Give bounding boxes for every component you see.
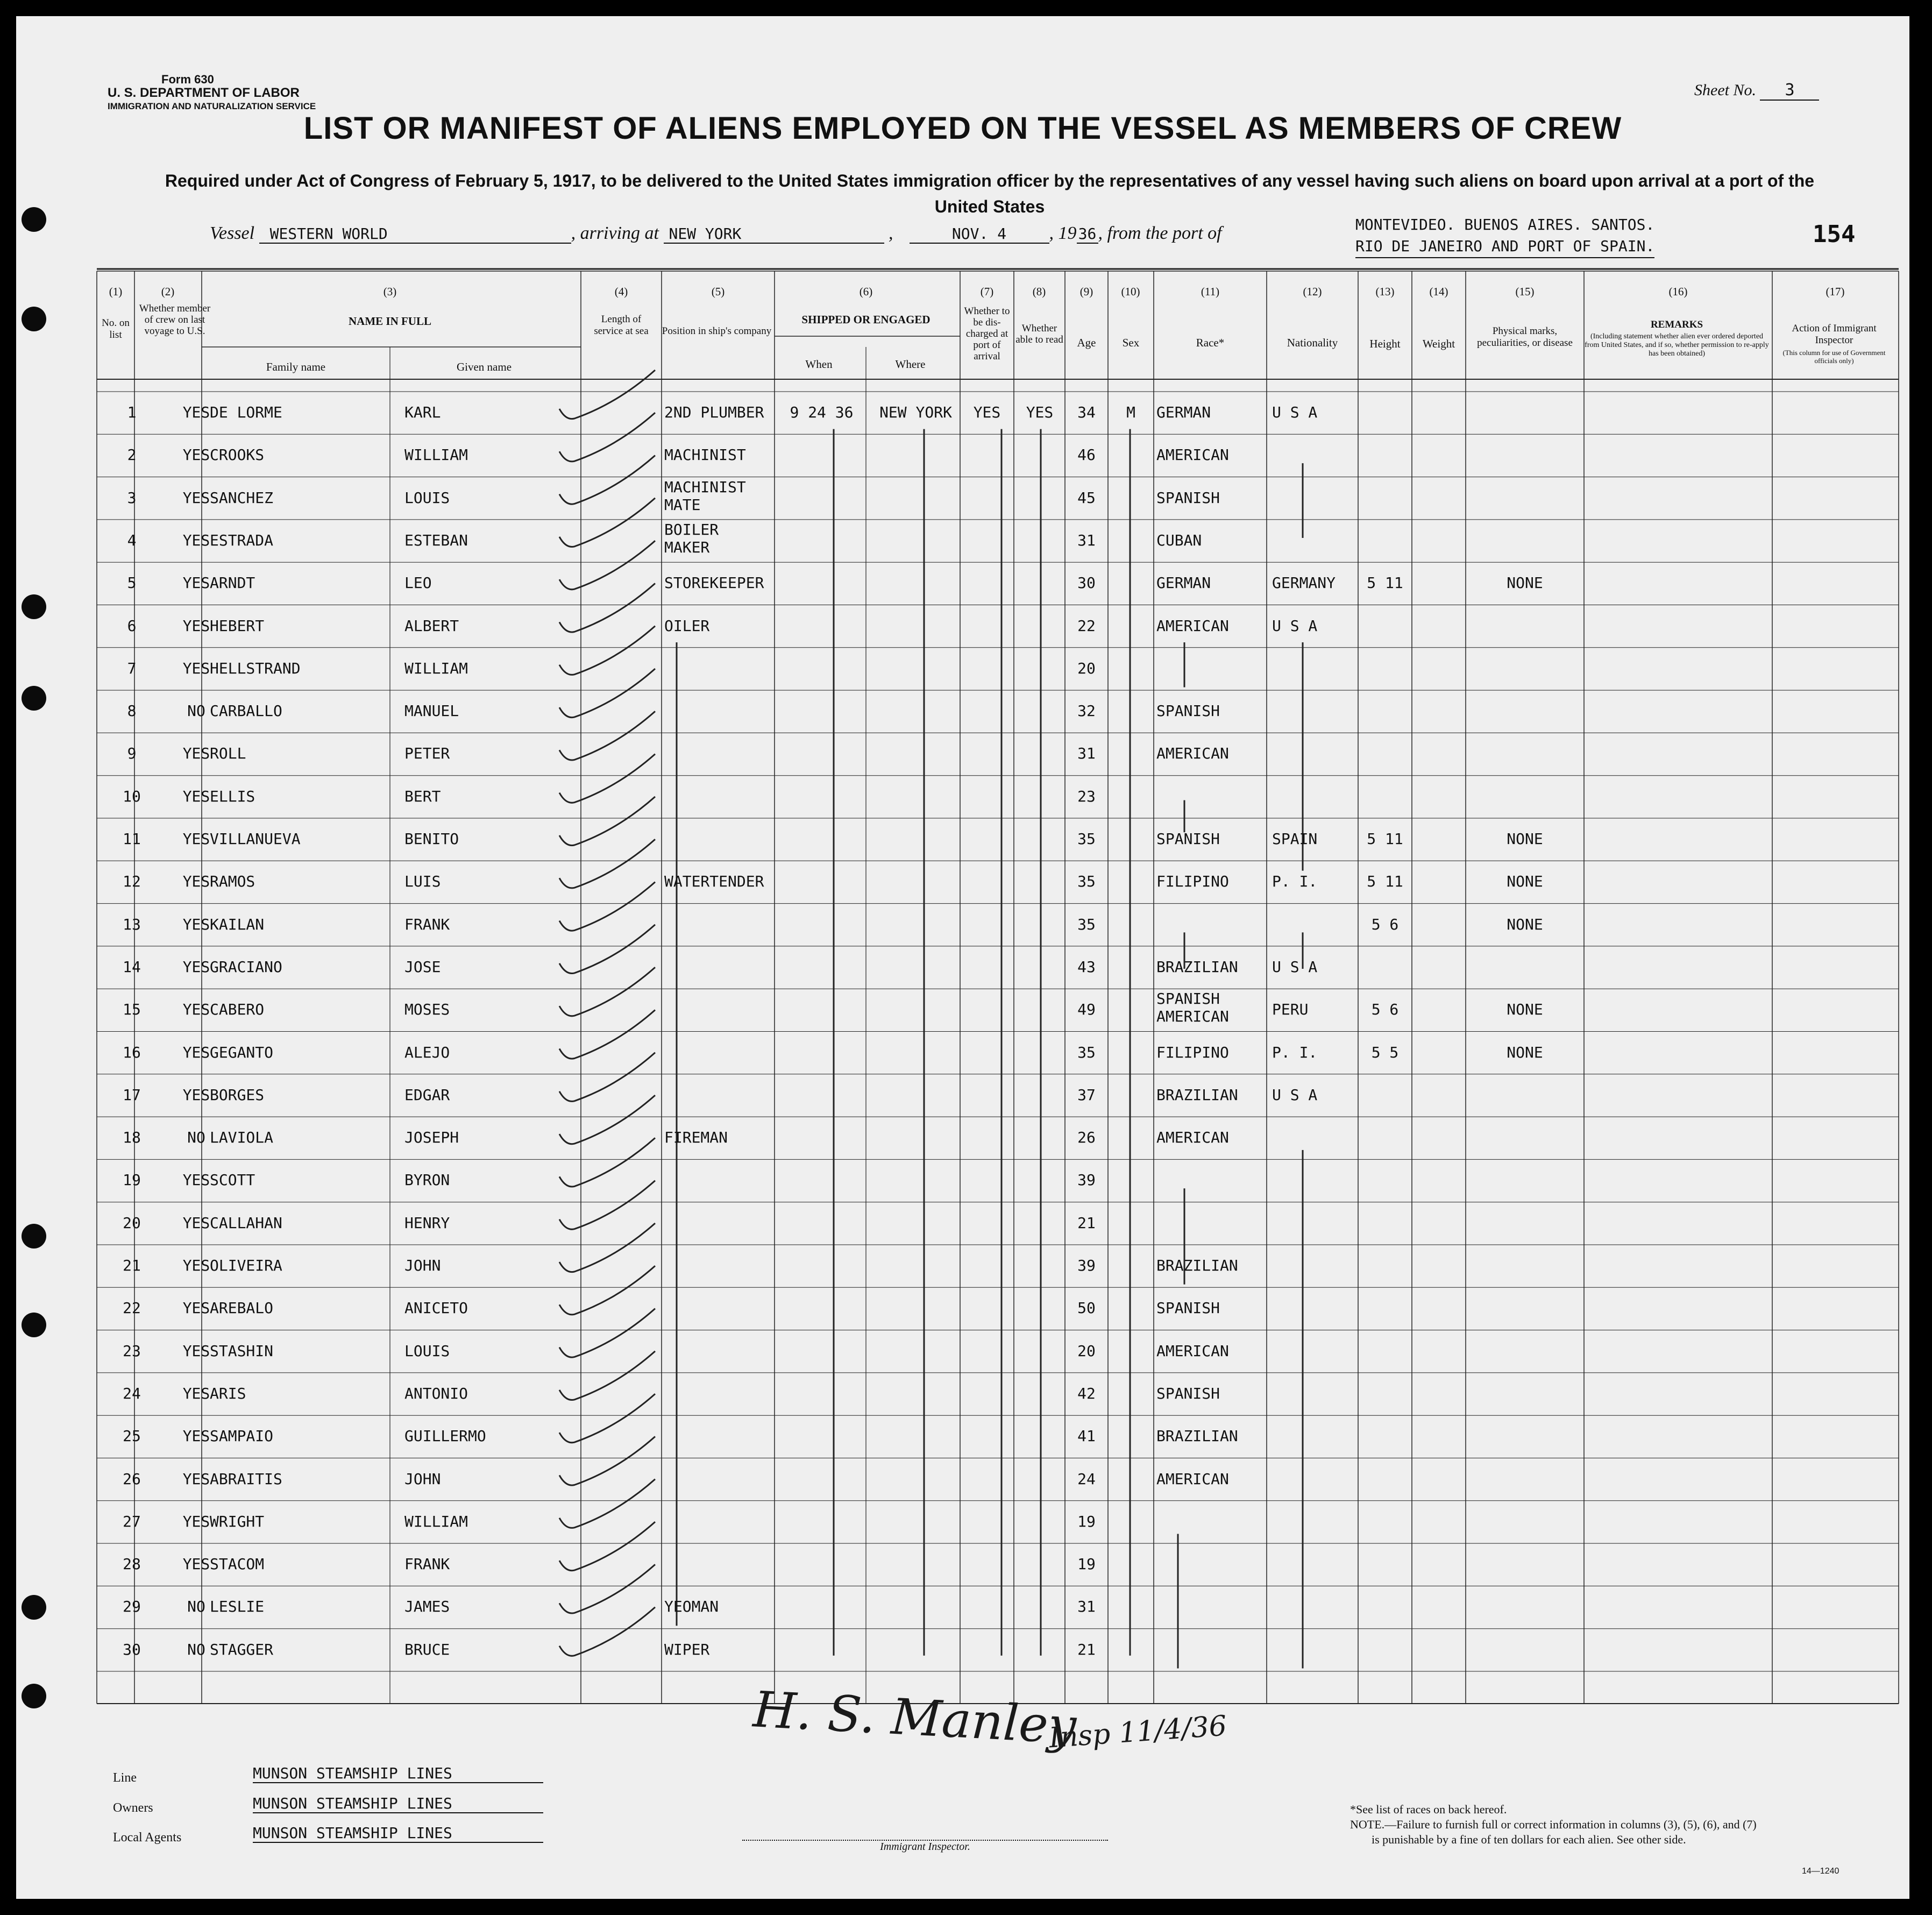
age: 31 <box>1077 744 1096 763</box>
age: 32 <box>1077 702 1096 720</box>
given-name: BYRON <box>404 1171 450 1189</box>
last-voyage: YES <box>182 1512 210 1530</box>
given-name: HENRY <box>404 1214 450 1232</box>
given-name: LOUIS <box>404 1342 450 1360</box>
header-name-in-full: NAME IN FULL <box>348 315 431 328</box>
family-name: GEGANTO <box>210 1043 274 1061</box>
given-name: JOSEPH <box>404 1129 459 1147</box>
column-number: (13) <box>1375 285 1395 298</box>
last-voyage: YES <box>182 915 210 933</box>
port-line-2: RIO DE JANEIRO AND PORT OF SPAIN. <box>1355 236 1654 258</box>
agents-value: MUNSON STEAMSHIP LINES <box>253 1824 543 1843</box>
row-number: 4 <box>127 531 137 549</box>
given-name: LOUIS <box>404 488 450 507</box>
last-voyage: YES <box>182 659 210 677</box>
row-number: 10 <box>123 787 141 805</box>
header-length-of-service: Length of service at sea <box>594 314 649 337</box>
height: 5 6 <box>1371 1001 1399 1019</box>
last-voyage: YES <box>182 1257 210 1274</box>
given-name: FRANK <box>404 915 450 933</box>
given-name: GUILLERMO <box>404 1427 486 1445</box>
row-number: 5 <box>127 574 137 592</box>
column-number: (15) <box>1515 285 1535 298</box>
column-number: (11) <box>1201 285 1220 298</box>
age: 35 <box>1077 915 1096 933</box>
age: 42 <box>1077 1384 1096 1402</box>
row-number: 14 <box>123 957 141 976</box>
header-shipped-engaged: SHIPPED OR ENGAGED <box>801 313 931 326</box>
physical-marks: NONE <box>1507 915 1543 933</box>
age: 31 <box>1077 1598 1096 1616</box>
header-last-voyage: Whether member of crew on last voyage to U.S. <box>139 303 211 337</box>
sheet-label: Sheet No. <box>1694 81 1756 99</box>
row-number: 23 <box>123 1342 141 1360</box>
last-voyage: YES <box>182 531 210 549</box>
row-number: 16 <box>123 1043 141 1061</box>
header-action-inspector: Action of Immigrant Inspector <box>1792 323 1877 346</box>
race: SPANISH <box>1156 488 1220 507</box>
age: 26 <box>1077 1129 1096 1147</box>
given-name: BRUCE <box>404 1640 450 1658</box>
age: 35 <box>1077 830 1096 848</box>
family-name: WRIGHT <box>210 1512 265 1530</box>
family-name: STAGGER <box>210 1640 274 1658</box>
age: 22 <box>1077 616 1096 635</box>
race: FILIPINO <box>1156 1043 1229 1061</box>
given-name: ANTONIO <box>404 1384 468 1402</box>
given-name: JAMES <box>404 1598 450 1616</box>
given-name: MOSES <box>404 1001 450 1019</box>
row-number: 28 <box>123 1555 141 1573</box>
column-number: (3) <box>383 285 397 298</box>
last-voyage: YES <box>182 1001 210 1019</box>
column-number: (6) <box>859 285 873 298</box>
vessel-name: WESTERN WORLD <box>259 225 571 244</box>
age: 39 <box>1077 1257 1096 1274</box>
race: AMERICAN <box>1156 616 1229 635</box>
physical-marks: NONE <box>1507 830 1543 848</box>
height: 5 11 <box>1367 873 1403 891</box>
row-number: 8 <box>127 702 137 720</box>
family-name: HEBERT <box>210 616 265 635</box>
family-name: ESTRADA <box>210 531 274 549</box>
position: STOREKEEPER <box>664 574 764 592</box>
header-when: When <box>805 358 833 371</box>
given-name: ALBERT <box>404 616 459 635</box>
column-number: (4) <box>614 285 628 298</box>
family-name: AREBALO <box>210 1299 274 1317</box>
nationality: U S A <box>1272 1086 1318 1104</box>
given-name: BENITO <box>404 830 459 848</box>
row-number: 1 <box>127 403 137 421</box>
arrival-date: NOV. 4 <box>910 225 1049 244</box>
last-voyage: YES <box>182 616 210 635</box>
inspector-signature: H. S. Manley <box>751 1680 1078 1755</box>
agents-label: Local Agents <box>113 1831 182 1845</box>
line-label: Line <box>113 1771 137 1785</box>
nationality: SPAIN <box>1272 830 1318 848</box>
race: BRAZILIAN <box>1156 1427 1238 1445</box>
race: GERMAN <box>1156 403 1211 421</box>
family-name: BORGES <box>210 1086 265 1104</box>
row-number: 24 <box>123 1384 141 1402</box>
last-voyage: NO <box>187 1598 205 1616</box>
height: 5 11 <box>1367 830 1403 848</box>
shipped-when: 9 24 36 <box>790 403 854 421</box>
header-remarks: REMARKS <box>1650 319 1703 330</box>
race: SPANISH <box>1156 1384 1220 1402</box>
arrival-port: NEW YORK <box>664 225 884 244</box>
position: YEOMAN <box>664 1598 719 1616</box>
family-name: ELLIS <box>210 787 255 805</box>
row-number: 25 <box>123 1427 141 1445</box>
position: MACHINIST MATE <box>664 478 746 514</box>
family-name: SANCHEZ <box>210 488 274 507</box>
physical-marks: NONE <box>1507 873 1543 891</box>
race: AMERICAN <box>1156 1129 1229 1147</box>
service-name: IMMIGRATION AND NATURALIZATION SERVICE <box>108 101 316 111</box>
last-voyage: YES <box>182 446 210 464</box>
height: 5 6 <box>1371 915 1399 933</box>
age: 24 <box>1077 1470 1096 1488</box>
race: SPANISH <box>1156 1299 1220 1317</box>
given-name: FRANK <box>404 1555 450 1573</box>
race: BRAZILIAN <box>1156 1257 1238 1274</box>
shipped-where: NEW YORK <box>879 403 952 421</box>
nationality: U S A <box>1272 616 1318 635</box>
header-remarks-note: (Including statement whether alien ever ordered deported from United States, and if so, whether permission to re-apply has been obtained) <box>1585 332 1769 358</box>
line-value: MUNSON STEAMSHIP LINES <box>253 1764 543 1783</box>
last-voyage: YES <box>182 1086 210 1104</box>
row-number: 7 <box>127 659 137 677</box>
last-voyage: YES <box>182 488 210 507</box>
race: AMERICAN <box>1156 1342 1229 1360</box>
family-name: HELLSTRAND <box>210 659 301 677</box>
age: 20 <box>1077 1342 1096 1360</box>
last-voyage: YES <box>182 1043 210 1061</box>
race: AMERICAN <box>1156 1470 1229 1488</box>
owners-value: MUNSON STEAMSHIP LINES <box>253 1795 543 1813</box>
row-number: 26 <box>123 1470 141 1488</box>
header-position: Position in ship's company <box>662 325 772 337</box>
last-voyage: NO <box>187 702 205 720</box>
given-name: ESTEBAN <box>404 531 468 549</box>
column-number: (8) <box>1032 285 1046 298</box>
age: 23 <box>1077 787 1096 805</box>
nationality: PERU <box>1272 1001 1309 1019</box>
row-number: 13 <box>123 915 141 933</box>
header-discharge: Whether to be dis-charged at port of arrival <box>964 306 1010 362</box>
age: 19 <box>1077 1512 1096 1530</box>
form-number: Form 630 <box>161 73 214 86</box>
given-name: LEO <box>404 574 432 592</box>
family-name: ARNDT <box>210 574 255 592</box>
race: GERMAN <box>1156 574 1211 592</box>
last-voyage: YES <box>182 1384 210 1402</box>
header-where: Where <box>895 358 926 371</box>
family-name: LAVIOLA <box>210 1129 274 1147</box>
race: BRAZILIAN <box>1156 957 1238 976</box>
given-name: ALEJO <box>404 1043 450 1061</box>
header-race: Race* <box>1196 336 1225 349</box>
year-label: , 19 <box>1049 223 1077 243</box>
given-name: LUIS <box>404 873 441 891</box>
header-action-note: (This column for use of Government officials only) <box>1782 349 1886 365</box>
family-name: DE LORME <box>210 403 282 421</box>
column-number: (5) <box>711 285 725 298</box>
given-name: ANICETO <box>404 1299 468 1317</box>
column-number: (16) <box>1668 285 1688 298</box>
family-name: SCOTT <box>210 1171 255 1189</box>
age: 20 <box>1077 659 1096 677</box>
nationality: GERMANY <box>1272 574 1336 592</box>
given-name: WILLIAM <box>404 446 468 464</box>
owners-label: Owners <box>113 1801 153 1815</box>
age: 39 <box>1077 1171 1096 1189</box>
arrival-year: 36 <box>1077 225 1098 244</box>
race: AMERICAN <box>1156 446 1229 464</box>
nationality: U S A <box>1272 403 1318 421</box>
last-voyage: NO <box>187 1640 205 1658</box>
given-name: JOHN <box>404 1257 441 1274</box>
page-title: LIST OR MANIFEST OF ALIENS EMPLOYED ON THE VESSEL AS MEMBERS OF CREW <box>303 111 1622 146</box>
column-number: (14) <box>1429 285 1448 298</box>
header-sex: Sex <box>1122 336 1140 349</box>
race: FILIPINO <box>1156 873 1229 891</box>
position: WATERTENDER <box>664 873 764 891</box>
age: 31 <box>1077 531 1096 549</box>
age: 19 <box>1077 1555 1096 1573</box>
family-name: VILLANUEVA <box>210 830 301 848</box>
age: 35 <box>1077 1043 1096 1061</box>
family-name: LESLIE <box>210 1598 265 1616</box>
form-code: 14—1240 <box>1802 1867 1839 1876</box>
last-voyage: YES <box>182 403 210 421</box>
race: AMERICAN <box>1156 744 1229 763</box>
last-voyage: YES <box>182 830 210 848</box>
header-height: Height <box>1369 337 1401 350</box>
column-number: (1) <box>109 285 123 298</box>
family-name: KAILAN <box>210 915 265 933</box>
last-voyage: YES <box>182 1470 210 1488</box>
header-nationality: Nationality <box>1287 336 1338 349</box>
sheet-value: 3 <box>1760 81 1819 101</box>
given-name: BERT <box>404 787 441 805</box>
header-family-name: Family name <box>266 360 326 373</box>
row-number: 20 <box>123 1214 141 1232</box>
row-number: 21 <box>123 1257 141 1274</box>
last-voyage: YES <box>182 744 210 763</box>
age: 35 <box>1077 873 1096 891</box>
row-number: 29 <box>123 1598 141 1616</box>
race: SPANISH AMERICAN <box>1156 990 1229 1026</box>
given-name: WILLIAM <box>404 1512 468 1530</box>
family-name: CALLAHAN <box>210 1214 282 1232</box>
row-number: 30 <box>123 1640 141 1658</box>
family-name: STACOM <box>210 1555 265 1573</box>
row-number: 3 <box>127 488 137 507</box>
header-weight: Weight <box>1422 337 1455 350</box>
port-line-1: MONTEVIDEO. BUENOS AIRES. SANTOS. <box>1355 216 1655 233</box>
given-name: EDGAR <box>404 1086 450 1104</box>
given-name: JOSE <box>404 957 441 976</box>
sex: M <box>1126 403 1135 421</box>
last-voyage: YES <box>182 1299 210 1317</box>
age: 34 <box>1077 403 1096 421</box>
column-number: (2) <box>161 285 175 298</box>
family-name: SAMPAIO <box>210 1427 274 1445</box>
row-number: 6 <box>127 616 137 635</box>
physical-marks: NONE <box>1507 1043 1543 1061</box>
family-name: ABRAITIS <box>210 1470 282 1488</box>
note-penalty: NOTE.—Failure to furnish full or correct information in columns (3), (5), (6), and (7) <box>1350 1818 1757 1831</box>
row-number: 17 <box>123 1086 141 1104</box>
last-voyage: YES <box>182 1214 210 1232</box>
family-name: GRACIANO <box>210 957 282 976</box>
row-number: 15 <box>123 1001 141 1019</box>
height: 5 11 <box>1367 574 1403 592</box>
age: 45 <box>1077 488 1096 507</box>
family-name: CROOKS <box>210 446 265 464</box>
age: 50 <box>1077 1299 1096 1317</box>
last-voyage: YES <box>182 1342 210 1360</box>
header-no-on-list: No. on list <box>102 317 130 341</box>
note-penalty-2: is punishable by a fine of ten dollars for each alien. See other side. <box>1372 1833 1686 1846</box>
last-voyage: YES <box>182 1171 210 1189</box>
last-voyage: NO <box>187 1129 205 1147</box>
nationality: P. I. <box>1272 1043 1318 1061</box>
manifest-page <box>16 16 1909 1899</box>
row-number: 12 <box>123 873 141 891</box>
given-name: KARL <box>404 403 441 421</box>
family-name: CARBALLO <box>210 702 282 720</box>
column-number: (12) <box>1303 285 1322 298</box>
age: 43 <box>1077 957 1096 976</box>
column-number: (7) <box>980 285 994 298</box>
age: 30 <box>1077 574 1096 592</box>
footer-note <box>1350 1802 1757 1847</box>
age: 41 <box>1077 1427 1096 1445</box>
header-age: Age <box>1077 336 1096 349</box>
age: 37 <box>1077 1086 1096 1104</box>
vessel-label: Vessel <box>210 223 255 243</box>
physical-marks: NONE <box>1507 574 1543 592</box>
row-number: 27 <box>123 1512 141 1530</box>
row-number: 9 <box>127 744 137 763</box>
position: WIPER <box>664 1640 710 1658</box>
column-number: (10) <box>1121 285 1140 298</box>
arriving-label: , arriving at <box>571 223 659 243</box>
discharge-at-arrival: YES <box>973 403 1001 421</box>
position: BOILER MAKER <box>664 520 719 556</box>
page-subtitle: Required under Act of Congress of February 5, 1917, to be delivered to the United States immigration officer by the representatives of any vessel having such aliens on board upon arrival at a port of the United States <box>165 171 1815 216</box>
given-name: JOHN <box>404 1470 441 1488</box>
family-name: RAMOS <box>210 873 255 891</box>
age: 21 <box>1077 1640 1096 1658</box>
position: FIREMAN <box>664 1129 728 1147</box>
family-name: CABERO <box>210 1001 265 1019</box>
note-races: *See list of races on back hereof. <box>1350 1803 1507 1816</box>
last-voyage: YES <box>182 787 210 805</box>
last-voyage: YES <box>182 873 210 891</box>
row-number: 11 <box>123 830 141 848</box>
vessel-line: Vessel WESTERN WORLD , arriving at NEW YORK , NOV. 4 , 19 36, from the port of <box>210 223 1222 243</box>
department-name: U. S. DEPARTMENT OF LABOR <box>108 86 300 100</box>
race: SPANISH <box>1156 702 1220 720</box>
race: CUBAN <box>1156 531 1202 549</box>
age: 46 <box>1077 446 1096 464</box>
age: 49 <box>1077 1001 1096 1019</box>
last-voyage: YES <box>182 957 210 976</box>
position: OILER <box>664 616 710 635</box>
page-number: 154 <box>1813 221 1856 248</box>
from-label: , from the port of <box>1098 223 1222 243</box>
column-number: (17) <box>1826 285 1845 298</box>
row-number: 22 <box>123 1299 141 1317</box>
header-physical-marks: Physical marks, peculiarities, or disease <box>1477 325 1573 349</box>
family-name: ARIS <box>210 1384 246 1402</box>
family-name: STASHIN <box>210 1342 274 1360</box>
row-number: 18 <box>123 1129 141 1147</box>
header-given-name: Given name <box>456 360 512 373</box>
immigrant-inspector-line: Immigrant Inspector. <box>742 1840 1108 1853</box>
row-number: 19 <box>123 1171 141 1189</box>
position: MACHINIST <box>664 446 746 464</box>
given-name: PETER <box>404 744 450 763</box>
race: BRAZILIAN <box>1156 1086 1238 1104</box>
last-voyage: YES <box>182 1555 210 1573</box>
row-number: 2 <box>127 446 137 464</box>
given-name: WILLIAM <box>404 659 468 677</box>
race: SPANISH <box>1156 830 1220 848</box>
physical-marks: NONE <box>1507 1001 1543 1019</box>
column-number: (9) <box>1079 285 1093 298</box>
inspector-signature-date: Insp 11/4/36 <box>1048 1710 1228 1755</box>
nationality: U S A <box>1272 957 1318 976</box>
given-name: MANUEL <box>404 702 459 720</box>
height: 5 5 <box>1371 1043 1399 1061</box>
last-voyage: YES <box>182 1427 210 1445</box>
family-name: ROLL <box>210 744 246 763</box>
age: 21 <box>1077 1214 1096 1232</box>
nationality: P. I. <box>1272 873 1318 891</box>
family-name: OLIVEIRA <box>210 1257 282 1274</box>
able-to-read: YES <box>1026 403 1054 421</box>
last-voyage: YES <box>182 574 210 592</box>
position: 2ND PLUMBER <box>664 403 764 421</box>
header-able-to-read: Whether able to read <box>1015 323 1063 345</box>
